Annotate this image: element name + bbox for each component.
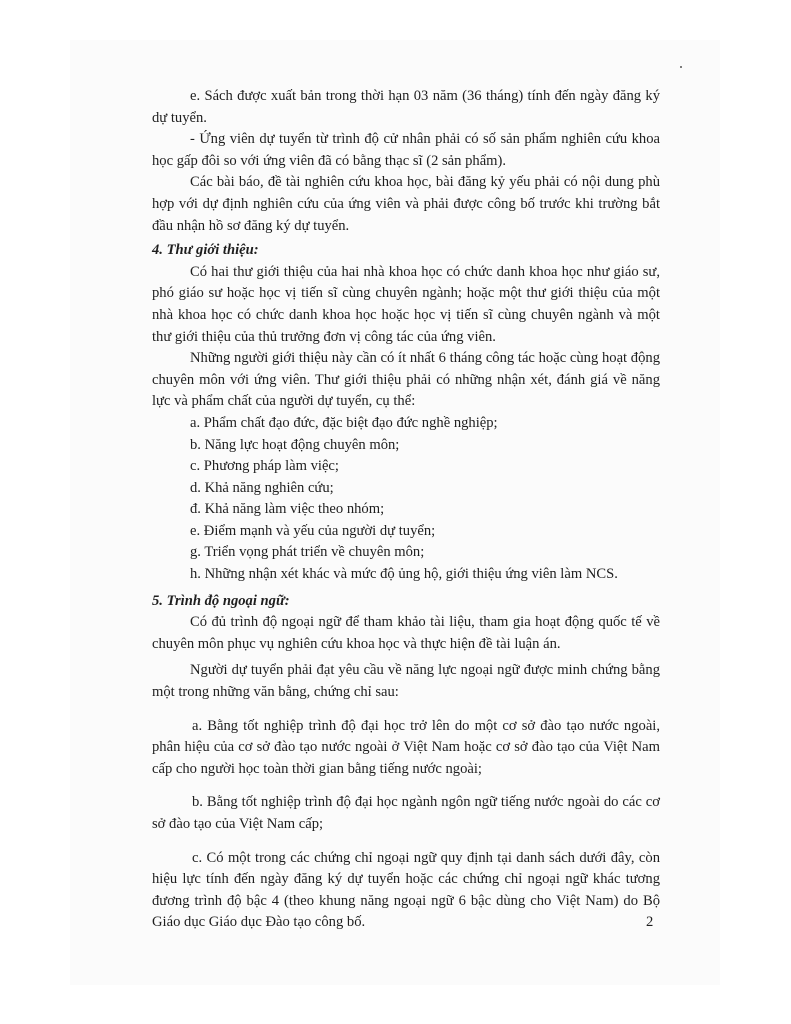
- section-5-item-c: c. Có một trong các chứng chỉ ngoại ngữ quy định tại danh sách dưới đây, còn hiệu lực tính đến ngày đăng ký dự tuyển hoặc các chứng chỉ ngoại ngữ khác tương đương trình độ bậc 4 (theo khung năng ngoại ngữ 6 bậc dùng cho Việt Nam) do Bộ Giáo dục Giáo dục Đào tạo công bố.: [152, 849, 660, 931]
- criteria-list: [152, 413, 660, 586]
- section-5-item-a: a. Bằng tốt nghiệp trình độ đại học trở lên do một cơ sở đào tạo nước ngoài, phân hiệu của cơ sở đào tạo nước ngoài ở Việt Nam hoặc cơ sở đào tạo của Việt Nam cấp cho người học toàn thời gian bằng tiếng nước ngoài;: [152, 717, 660, 777]
- section-5-title: 5. Trình độ ngoại ngữ:: [152, 592, 290, 609]
- section-5-para-2: Người dự tuyển phải đạt yêu cầu về năng lực ngoại ngữ được minh chứng bằng một trong những văn bằng, chứng chỉ sau:: [152, 662, 660, 701]
- list-item: e. Điểm mạnh và yếu của người dự tuyển;: [190, 522, 436, 539]
- bachelor-requirement: - Ứng viên dự tuyển từ trình độ cử nhân phải có số sản phẩm nghiên cứu khoa học gấp đôi so với ứng viên đã có bằng thạc sĩ (2 sản phẩm).: [152, 131, 660, 169]
- item-e: e. Sách được xuất bản trong thời hạn 03 năm (36 tháng) tính đến ngày đăng ký dự tuyển.: [152, 88, 660, 126]
- section-4-para-1: Có hai thư giới thiệu của hai nhà khoa học có chức danh khoa học như giáo sư, phó giáo sư hoặc học vị tiến sĩ cùng chuyên ngành; hoặc một thư giới thiệu của một nhà khoa học có chức danh khoa học hoặc học vị tiến sĩ cùng chuyên ngành và một thư giới thiệu của thủ trưởng đơn vị công tác của ứng viên.: [152, 263, 660, 345]
- list-item: c. Phương pháp làm việc;: [190, 458, 339, 475]
- document-body: [152, 86, 660, 934]
- section-4-title: 4. Thư giới thiệu:: [152, 242, 259, 259]
- list-item: g. Triển vọng phát triển về chuyên môn;: [190, 544, 425, 561]
- section-5-para-1: Có đủ trình độ ngoại ngữ để tham khảo tài liệu, tham gia hoạt động quốc tế về chuyên môn phục vụ nghiên cứu khoa học và thực hiện đề tài luận án.: [152, 614, 660, 652]
- list-item: d. Khả năng nghiên cứu;: [190, 479, 334, 496]
- list-item: đ. Khả năng làm việc theo nhóm;: [190, 501, 385, 518]
- list-item: a. Phẩm chất đạo đức, đặc biệt đạo đức nghề nghiệp;: [190, 414, 498, 431]
- list-item: h. Những nhận xét khác và mức độ ủng hộ, giới thiệu ứng viên làm NCS.: [190, 566, 618, 583]
- publication-requirement: Các bài báo, đề tài nghiên cứu khoa học, bài đăng kỷ yếu phải có nội dung phù hợp với dự định nghiên cứu của ứng viên và phải được công bố trước khi trường bắt đầu nhận hồ sơ đăng ký dự tuyển.: [152, 174, 660, 234]
- page-number: 2: [646, 914, 654, 930]
- section-4-para-2: Những người giới thiệu này cần có ít nhất 6 tháng công tác hoặc cùng hoạt động chuyên môn với ứng viên. Thư giới thiệu phải có những nhận xét, đánh giá về năng lực và phẩm chất của người dự tuyển, cụ thể:: [152, 350, 660, 410]
- scan-speck: [680, 66, 682, 68]
- section-5-item-b: b. Bằng tốt nghiệp trình độ đại học ngành ngôn ngữ tiếng nước ngoài do các cơ sở đào tạo của Việt Nam cấp;: [152, 794, 660, 832]
- list-item: b. Năng lực hoạt động chuyên môn;: [190, 436, 400, 453]
